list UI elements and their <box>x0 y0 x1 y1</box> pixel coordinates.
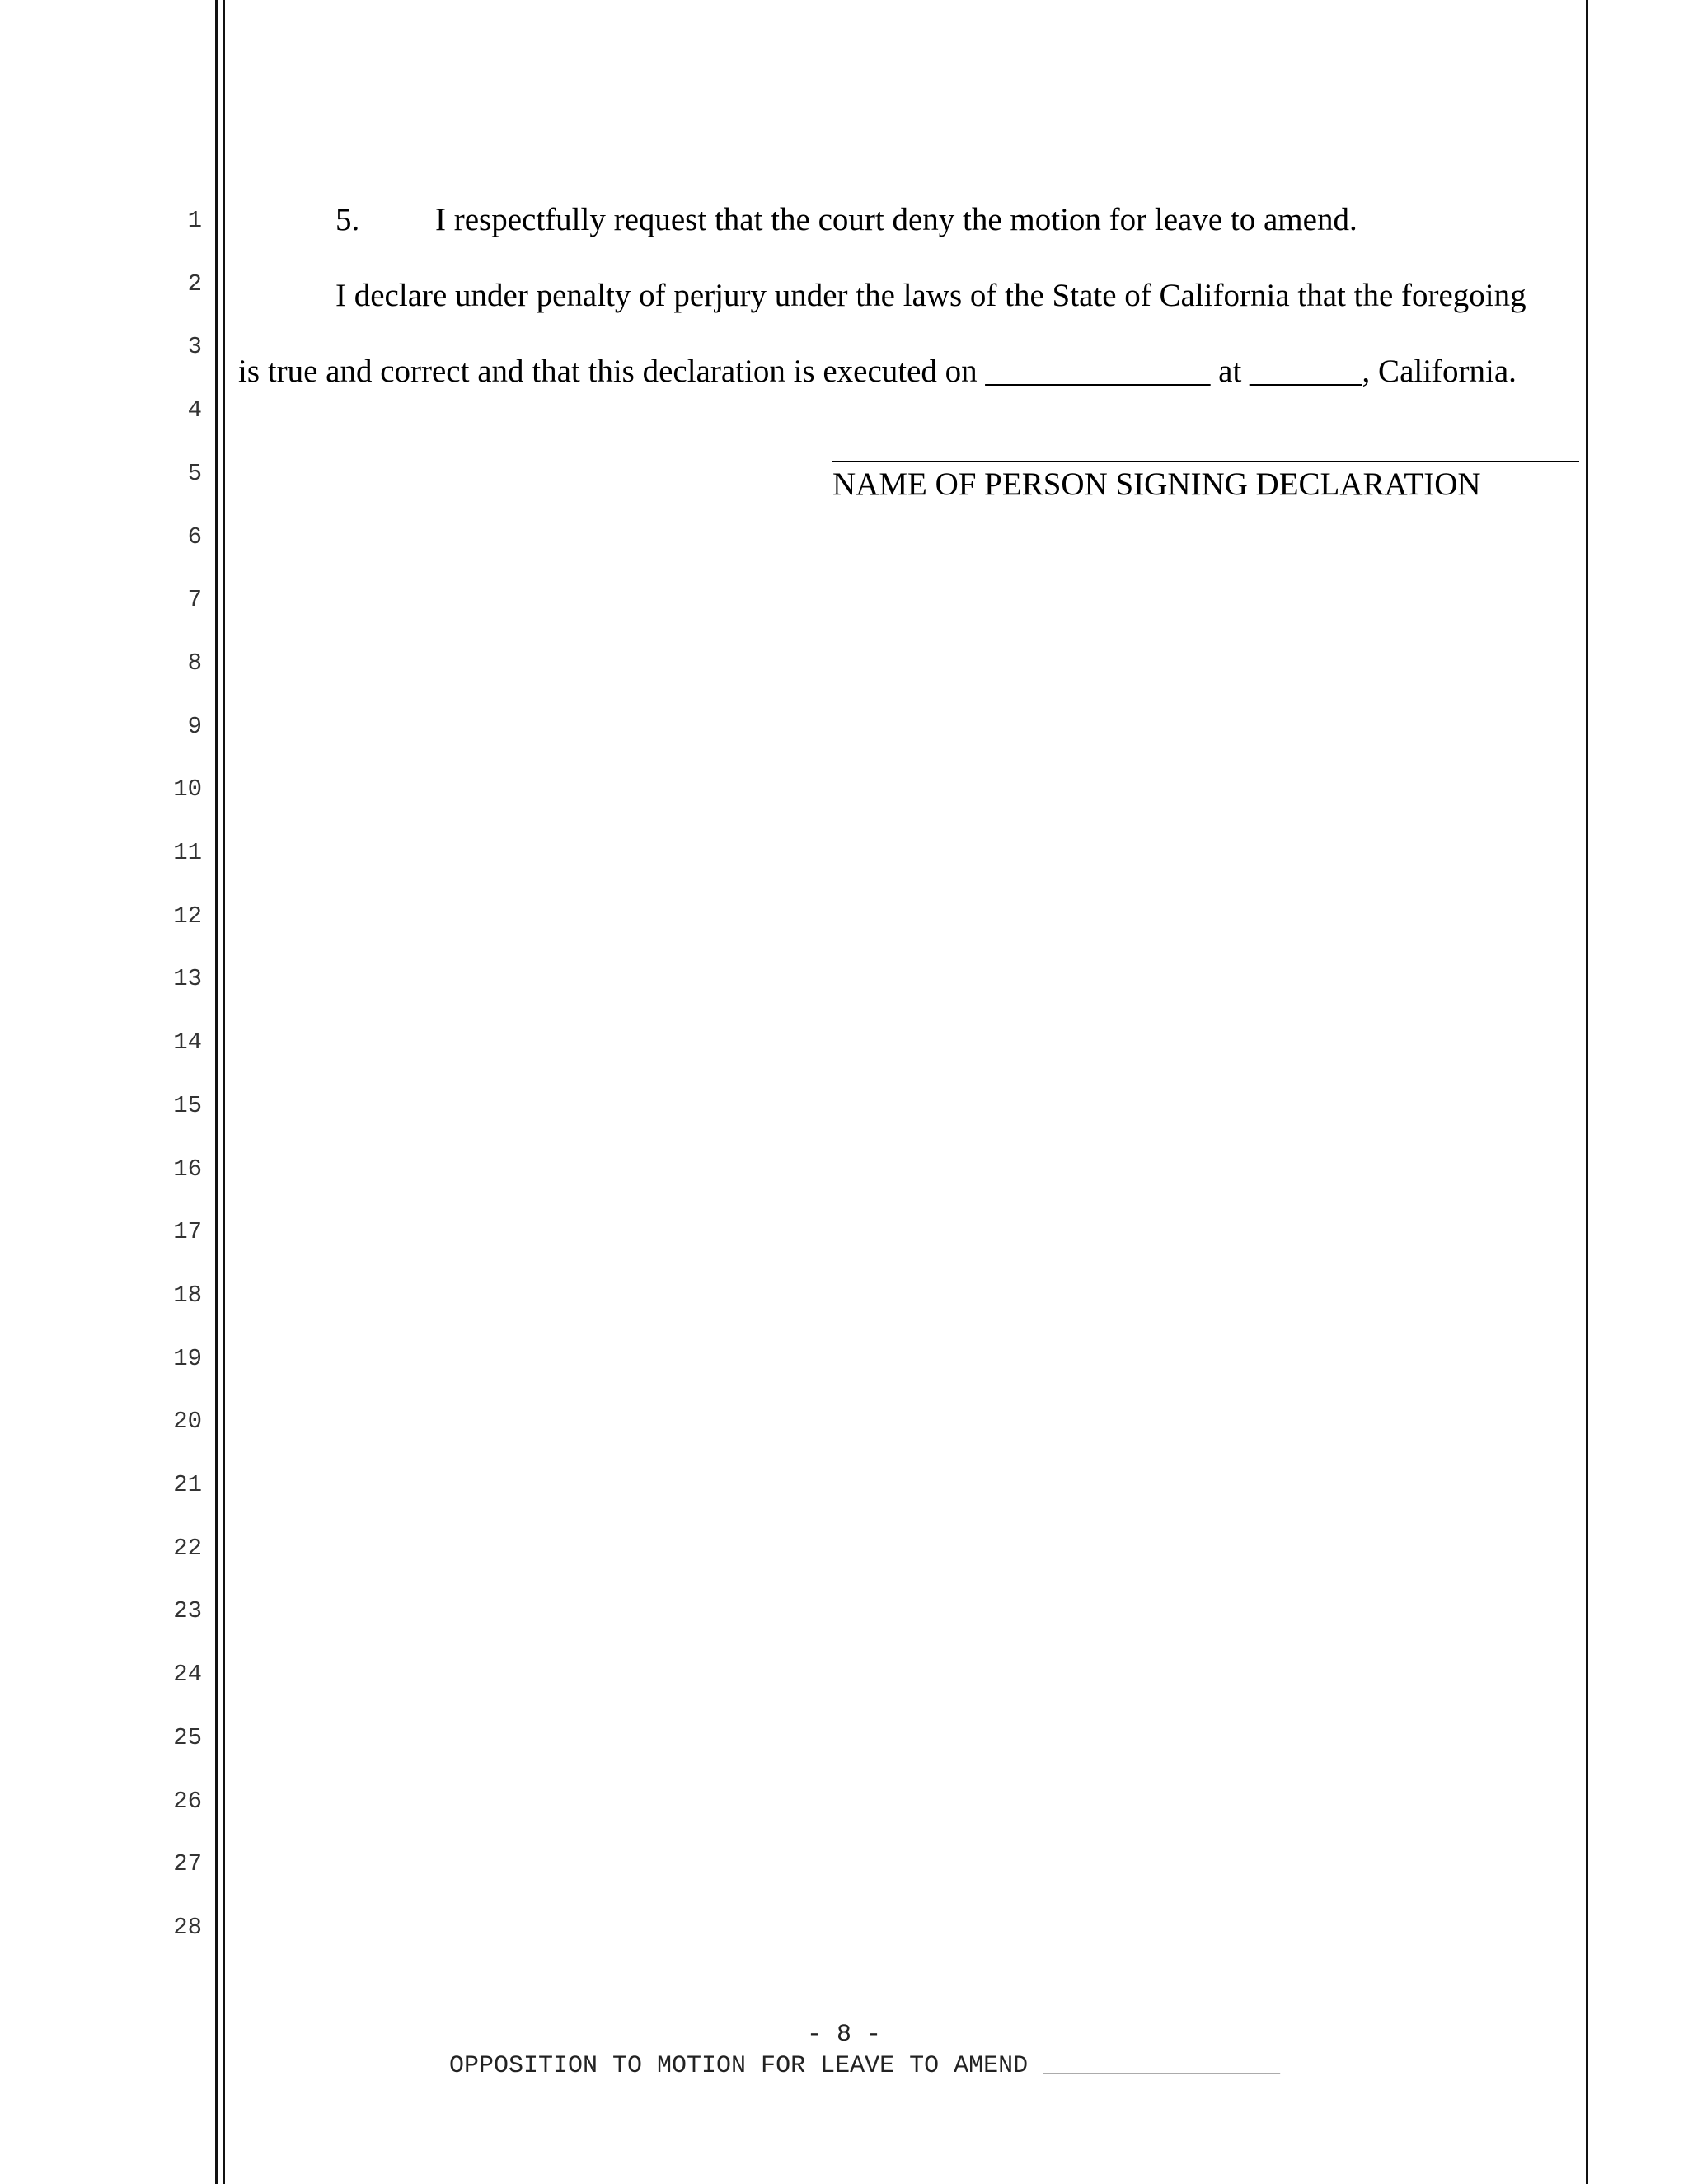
line-number: 8 <box>187 649 202 677</box>
left-margin-rule-inner <box>223 0 225 2184</box>
paragraph-5-text: I respectfully request that the court deny the motion for leave to amend. <box>435 202 1357 237</box>
line-number: 1 <box>187 207 202 234</box>
line-number: 28 <box>173 1914 202 1941</box>
line-number: 16 <box>173 1155 202 1183</box>
line-number: 9 <box>187 713 202 740</box>
line-number: 18 <box>173 1282 202 1309</box>
line-number: 12 <box>173 902 202 930</box>
line-number: 24 <box>173 1661 202 1688</box>
right-margin-rule <box>1586 0 1588 2184</box>
line-number: 4 <box>187 396 202 424</box>
line-number: 21 <box>173 1471 202 1498</box>
declaration-line-1: I declare under penalty of perjury under the laws of the State of California that the foregoing <box>335 278 1526 313</box>
line-number: 23 <box>173 1597 202 1624</box>
line-number: 22 <box>173 1535 202 1562</box>
line-number: 25 <box>173 1724 202 1751</box>
line-number: 11 <box>173 839 202 866</box>
line-number: 26 <box>173 1788 202 1815</box>
paragraph-number: 5. <box>335 202 360 237</box>
declaration-line-2: is true and correct and that this declaration is executed on ______________ at _______, California. <box>238 354 1517 389</box>
line-number: 3 <box>187 333 202 360</box>
signature-label: NAME OF PERSON SIGNING DECLARATION <box>832 466 1481 502</box>
page-number: - 8 - <box>806 2021 881 2049</box>
line-number: 10 <box>173 776 202 803</box>
line-number: 20 <box>173 1408 202 1435</box>
signature-line <box>832 461 1579 462</box>
line-number: 15 <box>173 1092 202 1119</box>
line-number: 2 <box>187 270 202 298</box>
line-number: 17 <box>173 1218 202 1245</box>
left-margin-rule <box>215 0 218 2184</box>
line-number: 6 <box>187 523 202 551</box>
footer-title: OPPOSITION TO MOTION FOR LEAVE TO AMEND ________________ <box>449 2052 1281 2080</box>
line-number-column <box>0 0 202 2184</box>
line-number: 13 <box>173 965 202 992</box>
line-number: 5 <box>187 460 202 487</box>
line-number: 27 <box>173 1850 202 1877</box>
line-number: 14 <box>173 1029 202 1056</box>
line-number: 7 <box>187 586 202 613</box>
line-number: 19 <box>173 1345 202 1372</box>
